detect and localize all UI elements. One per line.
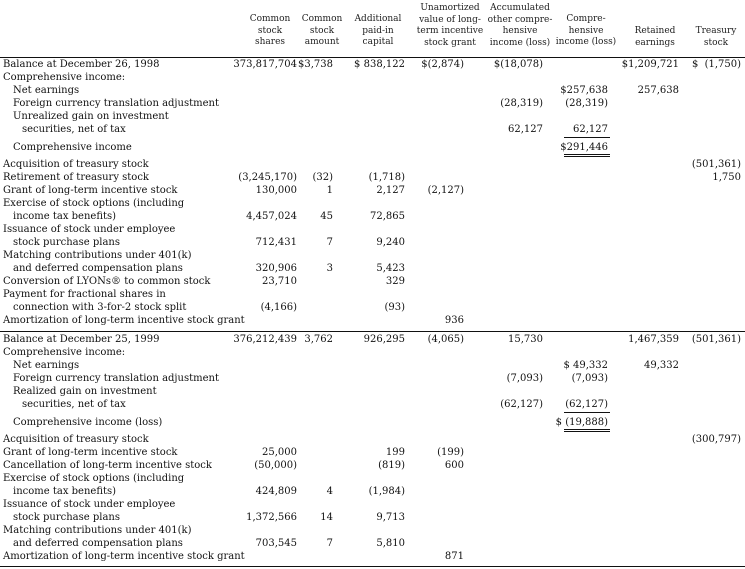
cell-c2: 329: [385, 276, 405, 287]
cell-c4: 62,127: [508, 124, 543, 135]
cell-c5: $ 49,332: [563, 360, 608, 371]
cell-c0: 424,809: [255, 486, 297, 497]
cell-c4: (62,127): [500, 399, 543, 410]
table-row: [0, 84, 745, 97]
row-label: securities, net of tax: [22, 124, 126, 135]
cell-c7: (1,750): [704, 59, 741, 70]
table-row: [0, 372, 745, 385]
cell-c5: 62,127: [573, 124, 608, 135]
column-header-c2: Additional paid-in capital: [354, 14, 402, 47]
cell-c2: (819): [378, 460, 405, 471]
table-row: [0, 398, 745, 411]
cell-c5: $ (19,888): [555, 417, 608, 428]
cell-c7: (501,361): [691, 334, 741, 345]
table-row: [0, 197, 745, 210]
subtotal-underline: [564, 137, 610, 138]
row-label: Acquisition of treasury stock: [3, 434, 149, 445]
row-label: Foreign currency translation adjustment: [13, 373, 219, 384]
row-label: Payment for fractional shares in: [3, 289, 166, 300]
row-label: Acquisition of treasury stock: [3, 159, 149, 170]
row-label: Matching contributions under 401(k): [3, 250, 192, 261]
cell-c6: 49,332: [644, 360, 679, 371]
cell-c6: $1,209,721: [621, 59, 679, 70]
cell-c2: 838,122: [363, 59, 405, 70]
column-header-c1: Common stock amount: [301, 14, 343, 47]
footer-divider: [0, 566, 745, 567]
row-label: Matching contributions under 401(k): [3, 525, 192, 536]
row-label: Comprehensive income: [13, 142, 132, 153]
cell-c1: 7: [326, 538, 333, 549]
cell-c2: 199: [385, 447, 405, 458]
column-header-c7: Treasury stock: [695, 26, 737, 48]
section-divider: [0, 331, 745, 332]
cell-c4: (28,319): [500, 98, 543, 109]
cell-c1: 7: [326, 237, 333, 248]
cell-c3: (199): [437, 447, 464, 458]
cell-c0: (50,000): [254, 460, 297, 471]
table-row: [0, 171, 745, 184]
row-label: Realized gain on investment: [13, 386, 157, 397]
cell-c1: 3,762: [304, 334, 333, 345]
total-double-underline: [564, 431, 610, 432]
row-label: stock purchase plans: [13, 237, 120, 248]
row-label: Retirement of treasury stock: [3, 172, 149, 183]
row-label: Balance at December 25, 1999: [3, 334, 160, 345]
row-label: and deferred compensation plans: [13, 538, 183, 549]
row-label: Issuance of stock under employee: [3, 224, 176, 235]
column-header-c6: Retained earnings: [634, 26, 676, 48]
row-label: Issuance of stock under employee: [3, 499, 176, 510]
table-row: [0, 158, 745, 171]
table-row: [0, 141, 745, 154]
cell-c0: 23,710: [262, 276, 297, 287]
cell-c2: (93): [384, 302, 405, 313]
table-row: [0, 472, 745, 485]
row-label: Comprehensive income:: [3, 347, 126, 358]
column-header-c3: Unamortized value of long- term incentive stock grant: [416, 3, 484, 48]
row-label: income tax benefits): [13, 486, 117, 497]
row-label: Exercise of stock options (including: [3, 198, 185, 209]
cell-c3: 871: [444, 551, 464, 562]
table-row: [0, 249, 745, 262]
table-row: [0, 301, 745, 314]
row-label: Net earnings: [13, 85, 80, 96]
cell-c2: 926,295: [363, 334, 405, 345]
cell-c7: 1,750: [712, 172, 741, 183]
cell-c2: (1,984): [368, 486, 405, 497]
table-row: [0, 333, 745, 346]
table-row: [0, 359, 745, 372]
table-row: [0, 58, 745, 71]
cell-c6: 1,467,359: [628, 334, 679, 345]
cell-c1: $3,738: [298, 59, 333, 70]
table-row: [0, 498, 745, 511]
total-double-underline: [564, 154, 610, 155]
cell-c3: $(2,874): [421, 59, 464, 70]
cell-c5: $291,446: [560, 142, 608, 153]
table-row: [0, 446, 745, 459]
dollar-sign: $: [354, 59, 361, 70]
cell-c0: 320,906: [255, 263, 297, 274]
row-label: Exercise of stock options (including: [3, 473, 185, 484]
row-label: Comprehensive income (loss): [13, 417, 163, 428]
row-label: Comprehensive income:: [3, 72, 126, 83]
cell-c3: 936: [444, 315, 464, 326]
cell-c1: 4: [326, 486, 333, 497]
row-label: Amortization of long-term incentive stock grant: [3, 551, 245, 562]
table-row: [0, 314, 745, 327]
table-row: [0, 71, 745, 84]
column-header-c0: Common stock shares: [249, 14, 291, 47]
table-row: [0, 433, 745, 446]
table-row: [0, 223, 745, 236]
cell-c3: (4,065): [427, 334, 464, 345]
cell-c1: (32): [312, 172, 333, 183]
row-label: Balance at December 26, 1998: [3, 59, 160, 70]
cell-c2: 5,423: [376, 263, 405, 274]
cell-c0: 1,372,566: [246, 512, 297, 523]
row-label: stock purchase plans: [13, 512, 120, 523]
cell-c5: (28,319): [565, 98, 608, 109]
table-row: [0, 550, 745, 563]
table-row: [0, 275, 745, 288]
row-label: Conversion of LYONs® to common stock: [3, 276, 211, 287]
cell-c2: 9,240: [376, 237, 405, 248]
row-label: Grant of long-term incentive stock: [3, 185, 178, 196]
table-row: [0, 97, 745, 110]
row-label: income tax benefits): [13, 211, 117, 222]
row-label: Cancellation of long-term incentive stock: [3, 460, 212, 471]
header-divider: [0, 57, 745, 58]
cell-c0: 376,212,439: [233, 334, 297, 345]
cell-c5: $257,638: [560, 85, 608, 96]
table-row: [0, 416, 745, 429]
cell-c4: $(18,078): [493, 59, 543, 70]
row-label: Amortization of long-term incentive stock grant: [3, 315, 245, 326]
cell-c0: 703,545: [255, 538, 297, 549]
row-label: Net earnings: [13, 360, 80, 371]
row-label: connection with 3-for-2 stock split: [13, 302, 187, 313]
cell-c2: 2,127: [376, 185, 405, 196]
table-row: [0, 485, 745, 498]
cell-c4: (7,093): [506, 373, 543, 384]
cell-c2: (1,718): [368, 172, 405, 183]
cell-c1: 14: [320, 512, 333, 523]
cell-c5: (7,093): [571, 373, 608, 384]
table-row: [0, 537, 745, 550]
cell-c5: (62,127): [565, 399, 608, 410]
table-row: [0, 236, 745, 249]
table-row: [0, 110, 745, 123]
table-row: [0, 288, 745, 301]
cell-c6: 257,638: [637, 85, 679, 96]
cell-c2: 9,713: [376, 512, 405, 523]
cell-c4: 15,730: [508, 334, 543, 345]
cell-c0: (4,166): [260, 302, 297, 313]
row-label: and deferred compensation plans: [13, 263, 183, 274]
cell-c0: 25,000: [262, 447, 297, 458]
total-double-underline: [564, 156, 610, 157]
cell-c2: 72,865: [370, 211, 405, 222]
table-row: [0, 459, 745, 472]
row-label: securities, net of tax: [22, 399, 126, 410]
total-double-underline: [564, 429, 610, 430]
cell-c0: 373,817,704: [233, 59, 297, 70]
cell-c3: (2,127): [427, 185, 464, 196]
table-row: [0, 184, 745, 197]
row-label: Foreign currency translation adjustment: [13, 98, 219, 109]
row-label: Grant of long-term incentive stock: [3, 447, 178, 458]
cell-c0: 130,000: [255, 185, 297, 196]
cell-c1: 45: [320, 211, 333, 222]
table-row: [0, 346, 745, 359]
cell-c7: (300,797): [691, 434, 741, 445]
cell-c0: 4,457,024: [246, 211, 297, 222]
cell-c1: 1: [326, 185, 333, 196]
table-row: [0, 123, 745, 136]
cell-c3: 600: [444, 460, 464, 471]
cell-c0: 712,431: [255, 237, 297, 248]
row-label: Unrealized gain on investment: [13, 111, 169, 122]
cell-c2: 5,810: [376, 538, 405, 549]
table-row: [0, 385, 745, 398]
cell-c0: (3,245,170): [238, 172, 297, 183]
column-header-c5: Compre- hensive income (loss): [555, 14, 617, 47]
cell-c1: 3: [326, 263, 333, 274]
table-row: [0, 210, 745, 223]
subtotal-underline: [564, 412, 610, 413]
table-row: [0, 524, 745, 537]
cell-c7: (501,361): [691, 159, 741, 170]
dollar-sign: $: [692, 59, 699, 70]
table-row: [0, 511, 745, 524]
column-header-c4: Accumulated other compre- hensive income (loss): [487, 3, 553, 48]
table-row: [0, 262, 745, 275]
